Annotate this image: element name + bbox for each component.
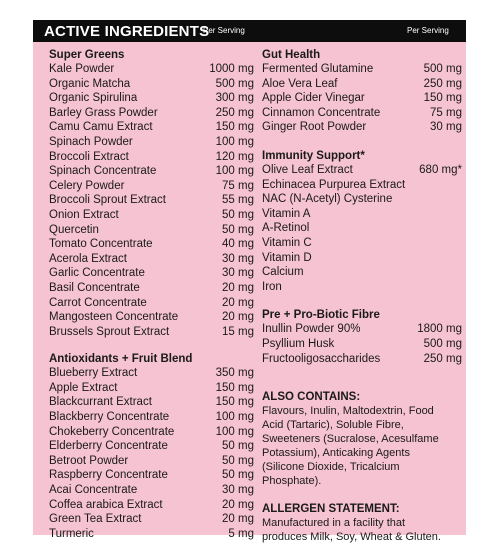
ingredient-row	[49, 425, 254, 440]
ingredient-name: Inullin Powder 90%	[262, 323, 361, 336]
ingredient-name: Acai Concentrate	[49, 484, 138, 497]
ingredient-name: Camu Camu Extract	[49, 121, 153, 134]
ingredient-amount: 20 mg	[222, 513, 254, 526]
ingredient-name: Blackcurrant Extract	[49, 396, 152, 409]
ingredient-name: Broccoli Sprout Extract	[49, 194, 166, 207]
ingredient-amount: 250 mg	[215, 106, 254, 119]
ingredient-name: NAC (N-Acetyl) Cysterine	[262, 193, 393, 206]
ingredient-name: Vitamin C	[262, 236, 312, 249]
ingredient-name: Quercetin	[49, 223, 99, 236]
also-contains-title: ALSO CONTAINS:	[262, 391, 361, 404]
ingredient-amount: 250 mg	[423, 77, 462, 90]
ingredient-name: Aloe Vera Leaf	[262, 77, 338, 90]
ingredient-name: Blackberry Concentrate	[49, 411, 170, 424]
ingredient-row	[49, 266, 254, 281]
ingredient-row	[262, 337, 462, 352]
ingredient-row	[262, 62, 462, 77]
ingredient-row	[49, 77, 254, 92]
section-title: Antioxidants + Fruit Blend	[49, 353, 193, 366]
ingredient-name: Fermented Glutamine	[262, 63, 374, 75]
ingredient-amount: 20 mg	[222, 296, 254, 309]
ingredient-name: Apple Cider Vinegar	[262, 92, 365, 105]
header-title: ACTIVE INGREDIENTS	[44, 23, 210, 40]
ingredient-amount: 120 mg	[215, 150, 254, 163]
ingredient-name: Iron	[262, 280, 282, 293]
ingredient-name: Coffea arabica Extract	[49, 498, 163, 511]
ingredient-row	[262, 91, 462, 106]
per-serving-right: Per Serving	[407, 26, 449, 35]
ingredient-name: Elderberry Concentrate	[49, 440, 168, 453]
ingredient-amount: 500 mg	[215, 77, 254, 90]
ingredient-row	[49, 527, 254, 542]
ingredient-name: Vitamin A	[262, 207, 311, 220]
ingredient-amount: 150 mg	[423, 92, 462, 105]
ingredient-row	[49, 120, 254, 135]
ingredient-name: Garlic Concentrate	[49, 267, 145, 280]
also-contains-text: Flavours, Inulin, Maltodextrin, Food Acid (Tartaric), Soluble Fibre, Sweeteners (Sucralose, Acesulfame Potassium), Anticaking Agents (Silicone Dioxide, Tricalcium Phosphate).	[262, 405, 439, 488]
ingredient-row	[49, 179, 254, 194]
ingredient-row	[49, 164, 254, 179]
ingredient-amount: 50 mg	[222, 208, 254, 221]
ingredient-row	[49, 512, 254, 527]
header-bar	[33, 20, 466, 42]
ingredient-amount: 30 mg	[222, 252, 254, 265]
ingredient-amount: 100 mg	[215, 425, 254, 438]
ingredient-name: Acerola Extract	[49, 252, 127, 265]
ingredient-row	[262, 352, 462, 367]
ingredient-row	[49, 498, 254, 513]
ingredient-name: Cinnamon Concentrate	[262, 106, 381, 119]
ingredient-name: Tomato Concentrate	[49, 238, 153, 251]
ingredient-amount: 20 mg	[222, 498, 254, 511]
ingredient-name: Organic Spirulina	[49, 92, 138, 105]
ingredient-name: Calcium	[262, 266, 304, 279]
ingredient-row	[262, 236, 462, 251]
ingredient-row	[49, 106, 254, 121]
ingredient-name: Spinach Powder	[49, 135, 133, 148]
ingredient-name: Apple Extract	[49, 381, 118, 394]
right-column	[262, 48, 462, 544]
ingredient-row	[49, 439, 254, 454]
ingredient-row	[262, 106, 462, 121]
ingredient-name: Raspberry Concentrate	[49, 469, 168, 482]
ingredient-amount: 40 mg	[222, 238, 254, 251]
ingredient-row	[49, 468, 254, 483]
ingredient-row	[49, 208, 254, 223]
ingredient-name: Blueberry Extract	[49, 367, 138, 380]
ingredient-amount: 500 mg	[423, 63, 462, 75]
ingredient-name: Green Tea Extract	[49, 513, 142, 526]
left-column	[49, 48, 254, 541]
ingredient-name: Chokeberry Concentrate	[49, 425, 175, 438]
per-serving-left: Per Serving	[203, 26, 245, 35]
section-title: Pre + Pro-Biotic Fibre	[262, 309, 380, 322]
ingredient-name: Olive Leaf Extract	[262, 163, 353, 176]
ingredient-amount: 30 mg	[430, 121, 462, 134]
ingredient-name: Ginger Root Powder	[262, 121, 367, 134]
ingredient-name: Broccoli Extract	[49, 150, 129, 163]
ingredient-amount: 55 mg	[222, 194, 254, 207]
ingredient-row	[262, 120, 462, 135]
ingredient-row	[49, 91, 254, 106]
ingredient-name: Echinacea Purpurea Extract	[262, 178, 406, 191]
ingredient-row	[49, 296, 254, 311]
ingredient-amount: 30 mg	[222, 484, 254, 497]
ingredient-amount: 75 mg	[222, 179, 254, 192]
section-title: Immunity Support*	[262, 149, 365, 162]
ingredient-row	[49, 395, 254, 410]
ingredient-amount: 50 mg	[222, 223, 254, 236]
ingredient-amount: 100 mg	[215, 411, 254, 424]
ingredient-amount: 50 mg	[222, 454, 254, 467]
ingredient-name: Carrot Concentrate	[49, 296, 147, 309]
ingredient-row	[49, 310, 254, 325]
ingredient-amount: 150 mg	[215, 121, 254, 134]
ingredient-amount: 100 mg	[215, 165, 254, 178]
ingredient-row	[262, 192, 462, 207]
ingredient-row	[49, 325, 254, 340]
ingredient-amount: 50 mg	[222, 440, 254, 453]
ingredient-row	[262, 163, 462, 178]
ingredient-row	[262, 265, 462, 280]
ingredient-row	[262, 221, 462, 236]
right-sections	[262, 48, 462, 366]
ingredients-panel	[33, 20, 466, 544]
ingredient-row	[262, 207, 462, 222]
ingredient-row	[262, 251, 462, 266]
ingredient-row	[262, 322, 462, 337]
ingredient-amount: 20 mg	[222, 311, 254, 324]
ingredient-row	[49, 193, 254, 208]
section-title: Gut Health	[262, 49, 321, 61]
ingredient-row	[49, 454, 254, 469]
ingredient-name: Spinach Concentrate	[49, 165, 157, 178]
ingredient-name: Organic Matcha	[49, 77, 131, 90]
ingredient-name: Brussels Sprout Extract	[49, 325, 170, 338]
ingredient-amount: 250 mg	[423, 352, 462, 365]
ingredient-name: Kale Powder	[49, 63, 115, 75]
allergen-title: ALLERGEN STATEMENT:	[262, 503, 400, 516]
ingredient-name: Betroot Powder	[49, 454, 129, 467]
ingredient-name: Celery Powder	[49, 179, 125, 192]
ingredient-amount: 150 mg	[215, 396, 254, 409]
ingredient-amount: 5 mg	[228, 527, 254, 540]
ingredient-row	[49, 252, 254, 267]
ingredient-amount: 30 mg	[222, 267, 254, 280]
ingredient-row	[49, 237, 254, 252]
ingredient-row	[49, 135, 254, 150]
ingredient-amount: 75 mg	[430, 106, 462, 119]
ingredient-row	[262, 178, 462, 193]
ingredient-amount: 500 mg	[423, 337, 462, 350]
ingredient-name: Turmeric	[49, 527, 94, 540]
ingredient-row	[49, 62, 254, 77]
section-title: Super Greens	[49, 49, 125, 61]
ingredient-amount: 50 mg	[222, 469, 254, 482]
ingredient-amount: 1800 mg	[417, 323, 462, 336]
ingredient-name: Mangosteen Concentrate	[49, 311, 179, 324]
allergen-text: Manufactured in a facility that produces Milk, Soy, Wheat & Gluten.	[262, 517, 441, 544]
ingredient-amount: 150 mg	[215, 381, 254, 394]
ingredient-amount: 100 mg	[215, 135, 254, 148]
ingredient-row	[262, 77, 462, 92]
ingredient-name: Vitamin D	[262, 251, 312, 264]
ingredient-name: A-Retinol	[262, 222, 310, 235]
ingredient-amount: 300 mg	[215, 92, 254, 105]
ingredient-row	[49, 366, 254, 381]
ingredient-row	[49, 150, 254, 165]
ingredient-row	[49, 223, 254, 238]
ingredient-name: Psyllium Husk	[262, 337, 335, 350]
ingredient-row	[49, 381, 254, 396]
ingredient-amount: 350 mg	[215, 367, 254, 380]
ingredient-amount: 15 mg	[222, 325, 254, 338]
ingredient-amount: 680 mg*	[419, 163, 462, 176]
ingredient-name: Fructooligosaccharides	[262, 352, 381, 365]
ingredient-amount: 1000 mg	[209, 63, 254, 75]
ingredient-name: Barley Grass Powder	[49, 106, 158, 119]
ingredient-row	[262, 280, 462, 295]
ingredient-row	[49, 483, 254, 498]
ingredient-row	[49, 410, 254, 425]
ingredient-name: Basil Concentrate	[49, 281, 140, 294]
ingredient-row	[49, 281, 254, 296]
ingredient-name: Onion Extract	[49, 208, 119, 221]
ingredient-amount: 20 mg	[222, 281, 254, 294]
